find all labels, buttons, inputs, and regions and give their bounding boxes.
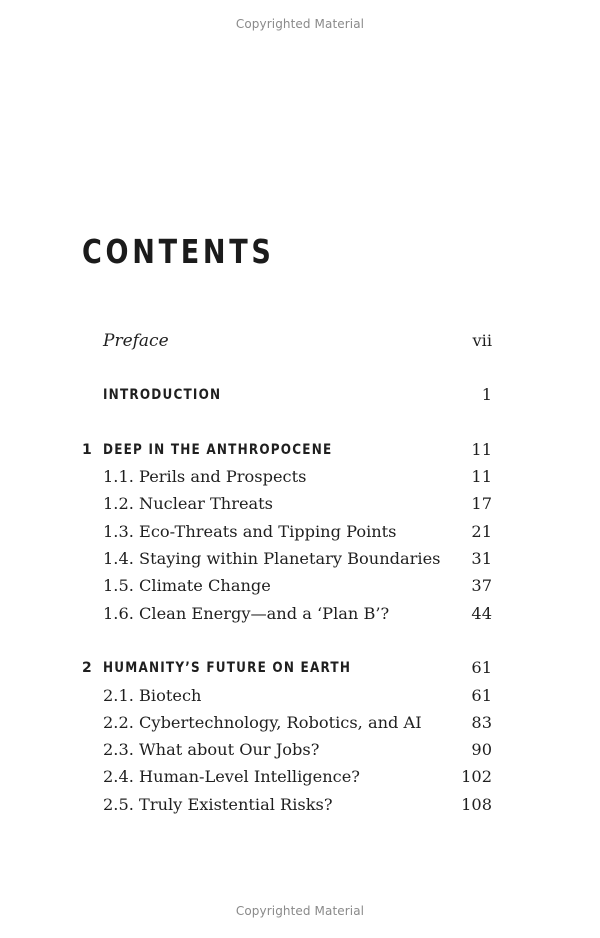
- section-page: 11: [471, 467, 492, 486]
- toc-entry-page: vii: [472, 331, 492, 350]
- toc-entry-preface[interactable]: [0, 329, 600, 353]
- section-label: 2.4. Human-Level Intelligence?: [103, 767, 360, 786]
- chapter-page: 61: [471, 658, 492, 677]
- section-page: 37: [471, 576, 492, 595]
- section-label: 1.1. Perils and Prospects: [103, 467, 307, 486]
- section-page: 102: [461, 767, 492, 786]
- section-label: 1.6. Clean Energy—and a ‘Plan B’?: [103, 604, 390, 623]
- toc-section[interactable]: [0, 738, 600, 762]
- toc-entry-introduction[interactable]: [0, 383, 600, 407]
- chapter-page: 11: [471, 440, 492, 459]
- toc-section[interactable]: [0, 765, 600, 789]
- section-label: 2.3. What about Our Jobs?: [103, 740, 320, 759]
- section-page: 90: [471, 740, 492, 759]
- toc-chapter-1[interactable]: [0, 438, 600, 462]
- section-label: 1.4. Staying within Planetary Boundaries: [103, 549, 441, 568]
- copyright-watermark-bottom: Copyrighted Material: [235, 904, 365, 918]
- chapter-number: 1: [82, 442, 92, 458]
- toc-section[interactable]: [0, 520, 600, 544]
- toc-section[interactable]: [0, 711, 600, 735]
- toc-entry-label: INTRODUCTION: [103, 387, 222, 403]
- chapter-title: DEEP IN THE ANTHROPOCENE: [103, 442, 333, 458]
- toc-entry-label: Preface: [103, 331, 169, 351]
- page-title: CONTENTS: [82, 232, 275, 271]
- section-page: 31: [471, 549, 492, 568]
- section-page: 83: [471, 713, 492, 732]
- section-page: 108: [461, 795, 492, 814]
- toc-section[interactable]: [0, 574, 600, 598]
- section-label: 2.1. Biotech: [103, 686, 202, 705]
- toc-section[interactable]: [0, 793, 600, 817]
- chapter-number: 2: [82, 660, 92, 676]
- toc-section[interactable]: [0, 547, 600, 571]
- toc-section[interactable]: [0, 602, 600, 626]
- section-label: 1.5. Climate Change: [103, 576, 271, 595]
- toc-entry-page: 1: [481, 385, 492, 404]
- toc-section[interactable]: [0, 684, 600, 708]
- section-label: 1.2. Nuclear Threats: [103, 494, 273, 513]
- section-page: 44: [471, 604, 492, 623]
- copyright-watermark-top: Copyrighted Material: [235, 17, 365, 31]
- section-label: 2.2. Cybertechnology, Robotics, and AI: [103, 713, 422, 732]
- section-page: 17: [471, 494, 492, 513]
- section-page: 21: [471, 522, 492, 541]
- chapter-title: HUMANITY’S FUTURE ON EARTH: [103, 660, 352, 676]
- toc-section[interactable]: [0, 465, 600, 489]
- section-label: 2.5. Truly Existential Risks?: [103, 795, 333, 814]
- section-page: 61: [471, 686, 492, 705]
- toc-section[interactable]: [0, 492, 600, 516]
- toc-chapter-2[interactable]: [0, 656, 600, 680]
- section-label: 1.3. Eco-Threats and Tipping Points: [103, 522, 397, 541]
